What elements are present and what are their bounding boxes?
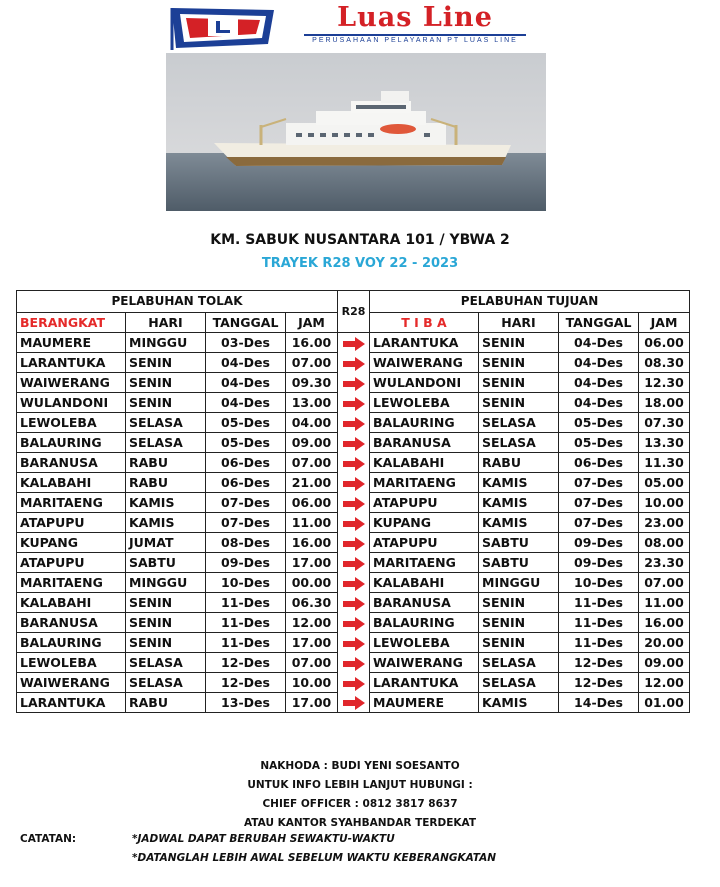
arrive-day-cell: SENIN bbox=[479, 373, 559, 393]
arrive-time-cell: 08.00 bbox=[639, 533, 690, 553]
arrive-time-cell: 12.00 bbox=[639, 673, 690, 693]
depart-time-cell: 12.00 bbox=[286, 613, 338, 633]
port-from-cell: BALAURING bbox=[17, 633, 126, 653]
right-arrow-icon bbox=[343, 417, 365, 431]
port-to-cell: MARITAENG bbox=[370, 473, 479, 493]
depart-time-cell: 16.00 bbox=[286, 533, 338, 553]
depart-day-cell: JUMAT bbox=[126, 533, 206, 553]
brand-block bbox=[300, 2, 530, 44]
col-header-arrive-date: TANGGAL bbox=[559, 313, 639, 333]
right-arrow-icon bbox=[343, 377, 365, 391]
depart-day-cell: SABTU bbox=[126, 553, 206, 573]
depart-date-cell: 03-Des bbox=[206, 333, 286, 353]
depart-time-cell: 10.00 bbox=[286, 673, 338, 693]
arrive-date-cell: 04-Des bbox=[559, 393, 639, 413]
arrive-day-cell: SENIN bbox=[479, 613, 559, 633]
arrive-time-cell: 16.00 bbox=[639, 613, 690, 633]
arrive-day-cell: KAMIS bbox=[479, 473, 559, 493]
port-from-cell: BARANUSA bbox=[17, 453, 126, 473]
arrive-day-cell: SABTU bbox=[479, 553, 559, 573]
port-from-cell: MARITAENG bbox=[17, 493, 126, 513]
arrive-time-cell: 11.00 bbox=[639, 593, 690, 613]
right-arrow-icon bbox=[343, 637, 365, 651]
table-row bbox=[17, 613, 690, 633]
port-from-cell: BARANUSA bbox=[17, 613, 126, 633]
depart-time-cell: 13.00 bbox=[286, 393, 338, 413]
arrive-time-cell: 06.00 bbox=[639, 333, 690, 353]
brand-name: Luas Line bbox=[337, 2, 493, 33]
arrive-day-cell: SELASA bbox=[479, 433, 559, 453]
arrow-cell bbox=[338, 453, 370, 473]
right-arrow-icon bbox=[343, 457, 365, 471]
arrive-date-cell: 09-Des bbox=[559, 553, 639, 573]
depart-date-cell: 05-Des bbox=[206, 433, 286, 453]
depart-time-cell: 17.00 bbox=[286, 693, 338, 713]
col-header-depart-day: HARI bbox=[126, 313, 206, 333]
ship-title: KM. SABUK NUSANTARA 101 / YBWA 2 bbox=[210, 232, 510, 248]
port-from-cell: MAUMERE bbox=[17, 333, 126, 353]
depart-time-cell: 04.00 bbox=[286, 413, 338, 433]
arrow-cell bbox=[338, 353, 370, 373]
depart-date-cell: 04-Des bbox=[206, 393, 286, 413]
depart-time-cell: 17.00 bbox=[286, 553, 338, 573]
col-header-berangkat: BERANGKAT bbox=[17, 313, 126, 333]
route-title: TRAYEK R28 VOY 22 - 2023 bbox=[261, 256, 459, 271]
port-from-cell: ATAPUPU bbox=[17, 513, 126, 533]
depart-day-cell: SENIN bbox=[126, 353, 206, 373]
right-arrow-icon bbox=[343, 497, 365, 511]
arrow-cell bbox=[338, 533, 370, 553]
arrow-cell bbox=[338, 373, 370, 393]
depart-day-cell: SELASA bbox=[126, 673, 206, 693]
arrive-date-cell: 11-Des bbox=[559, 613, 639, 633]
port-to-cell: LARANTUKA bbox=[370, 673, 479, 693]
arrive-time-cell: 10.00 bbox=[639, 493, 690, 513]
arrive-time-cell: 18.00 bbox=[639, 393, 690, 413]
depart-time-cell: 00.00 bbox=[286, 573, 338, 593]
depart-day-cell: SELASA bbox=[126, 413, 206, 433]
depart-time-cell: 07.00 bbox=[286, 353, 338, 373]
depart-date-cell: 11-Des bbox=[206, 593, 286, 613]
right-arrow-icon bbox=[343, 677, 365, 691]
depart-date-cell: 04-Des bbox=[206, 373, 286, 393]
right-arrow-icon bbox=[343, 597, 365, 611]
depart-day-cell: KAMIS bbox=[126, 493, 206, 513]
depart-day-cell: SENIN bbox=[126, 633, 206, 653]
col-header-depart-time: JAM bbox=[286, 313, 338, 333]
depart-date-cell: 06-Des bbox=[206, 473, 286, 493]
arrow-cell bbox=[338, 413, 370, 433]
schedule-table bbox=[16, 290, 690, 713]
depart-date-cell: 12-Des bbox=[206, 653, 286, 673]
port-to-cell: LARANTUKA bbox=[370, 333, 479, 353]
arrow-cell bbox=[338, 673, 370, 693]
table-group-header-row bbox=[17, 291, 690, 313]
depart-day-cell: SENIN bbox=[126, 593, 206, 613]
captain-text: NAKHODA : BUDI YENI SOESANTO bbox=[260, 760, 460, 772]
table-row bbox=[17, 673, 690, 693]
table-row bbox=[17, 473, 690, 493]
port-from-cell: KALABAHI bbox=[17, 473, 126, 493]
arrive-day-cell: RABU bbox=[479, 453, 559, 473]
port-to-cell: WULANDONI bbox=[370, 373, 479, 393]
arrive-time-cell: 01.00 bbox=[639, 693, 690, 713]
depart-day-cell: SELASA bbox=[126, 433, 206, 453]
port-from-cell: WAIWERANG bbox=[17, 673, 126, 693]
arrive-time-cell: 13.30 bbox=[639, 433, 690, 453]
arrive-date-cell: 04-Des bbox=[559, 373, 639, 393]
arrow-cell bbox=[338, 393, 370, 413]
arrive-date-cell: 14-Des bbox=[559, 693, 639, 713]
port-to-cell: BARANUSA bbox=[370, 593, 479, 613]
port-from-cell: ATAPUPU bbox=[17, 553, 126, 573]
arrive-day-cell: SENIN bbox=[479, 333, 559, 353]
table-row bbox=[17, 553, 690, 573]
port-to-cell: ATAPUPU bbox=[370, 493, 479, 513]
arrow-cell bbox=[338, 613, 370, 633]
table-row bbox=[17, 433, 690, 453]
table-row bbox=[17, 653, 690, 673]
office-text: ATAU KANTOR SYAHBANDAR TERDEKAT bbox=[243, 817, 476, 829]
port-to-cell: BALAURING bbox=[370, 613, 479, 633]
depart-day-cell: MINGGU bbox=[126, 573, 206, 593]
depart-date-cell: 04-Des bbox=[206, 353, 286, 373]
right-arrow-icon bbox=[343, 337, 365, 351]
depart-date-cell: 11-Des bbox=[206, 613, 286, 633]
table-row bbox=[17, 593, 690, 613]
table-row bbox=[17, 693, 690, 713]
arrive-day-cell: SABTU bbox=[479, 533, 559, 553]
arrive-time-cell: 23.30 bbox=[639, 553, 690, 573]
arrive-date-cell: 07-Des bbox=[559, 513, 639, 533]
group-arrive-header: PELABUHAN TUJUAN bbox=[370, 291, 690, 313]
right-arrow-icon bbox=[343, 357, 365, 371]
arrow-cell bbox=[338, 333, 370, 353]
arrive-day-cell: SELASA bbox=[479, 653, 559, 673]
arrive-date-cell: 10-Des bbox=[559, 573, 639, 593]
port-from-cell: KUPANG bbox=[17, 533, 126, 553]
arrive-date-cell: 06-Des bbox=[559, 453, 639, 473]
col-header-depart-date: TANGGAL bbox=[206, 313, 286, 333]
arrive-day-cell: SELASA bbox=[479, 413, 559, 433]
right-arrow-icon bbox=[343, 617, 365, 631]
arrive-date-cell: 05-Des bbox=[559, 433, 639, 453]
depart-date-cell: 10-Des bbox=[206, 573, 286, 593]
table-row bbox=[17, 493, 690, 513]
depart-time-cell: 16.00 bbox=[286, 333, 338, 353]
depart-day-cell: RABU bbox=[126, 693, 206, 713]
port-from-cell: LEWOLEBA bbox=[17, 413, 126, 433]
depart-time-cell: 09.00 bbox=[286, 433, 338, 453]
table-row bbox=[17, 633, 690, 653]
depart-day-cell: KAMIS bbox=[126, 513, 206, 533]
port-from-cell: BALAURING bbox=[17, 433, 126, 453]
port-from-cell: MARITAENG bbox=[17, 573, 126, 593]
arrive-time-cell: 20.00 bbox=[639, 633, 690, 653]
port-from-cell: LARANTUKA bbox=[17, 693, 126, 713]
port-from-cell: WAIWERANG bbox=[17, 373, 126, 393]
right-arrow-icon bbox=[343, 557, 365, 571]
port-to-cell: WAIWERANG bbox=[370, 653, 479, 673]
right-arrow-icon bbox=[343, 657, 365, 671]
arrive-date-cell: 11-Des bbox=[559, 593, 639, 613]
arrive-date-cell: 04-Des bbox=[559, 353, 639, 373]
port-to-cell: MARITAENG bbox=[370, 553, 479, 573]
arrow-cell bbox=[338, 433, 370, 453]
right-arrow-icon bbox=[343, 577, 365, 591]
arrive-time-cell: 12.30 bbox=[639, 373, 690, 393]
port-from-cell: LARANTUKA bbox=[17, 353, 126, 373]
depart-date-cell: 11-Des bbox=[206, 633, 286, 653]
col-header-arrive-time: JAM bbox=[639, 313, 690, 333]
port-to-cell: MAUMERE bbox=[370, 693, 479, 713]
depart-time-cell: 17.00 bbox=[286, 633, 338, 653]
depart-day-cell: SENIN bbox=[126, 393, 206, 413]
note-item: *JADWAL DAPAT BERUBAH SEWAKTU-WAKTU bbox=[132, 833, 395, 845]
arrow-cell bbox=[338, 693, 370, 713]
depart-time-cell: 06.30 bbox=[286, 593, 338, 613]
depart-date-cell: 12-Des bbox=[206, 673, 286, 693]
arrow-cell bbox=[338, 473, 370, 493]
right-arrow-icon bbox=[343, 397, 365, 411]
arrive-day-cell: SENIN bbox=[479, 393, 559, 413]
depart-day-cell: MINGGU bbox=[126, 333, 206, 353]
port-to-cell: BALAURING bbox=[370, 413, 479, 433]
table-row bbox=[17, 513, 690, 533]
arrive-time-cell: 09.00 bbox=[639, 653, 690, 673]
arrive-time-cell: 07.00 bbox=[639, 573, 690, 593]
arrive-date-cell: 12-Des bbox=[559, 673, 639, 693]
port-from-cell: WULANDONI bbox=[17, 393, 126, 413]
depart-time-cell: 07.00 bbox=[286, 653, 338, 673]
arrive-day-cell: KAMIS bbox=[479, 493, 559, 513]
port-to-cell: WAIWERANG bbox=[370, 353, 479, 373]
ship-photo bbox=[166, 53, 546, 211]
arrow-cell bbox=[338, 653, 370, 673]
depart-time-cell: 06.00 bbox=[286, 493, 338, 513]
arrive-date-cell: 07-Des bbox=[559, 493, 639, 513]
table-row bbox=[17, 353, 690, 373]
note-item: *DATANGLAH LEBIH AWAL SEBELUM WAKTU KEBERANGKATAN bbox=[132, 852, 497, 864]
port-to-cell: KALABAHI bbox=[370, 453, 479, 473]
arrive-time-cell: 05.00 bbox=[639, 473, 690, 493]
arrow-cell bbox=[338, 553, 370, 573]
table-row bbox=[17, 573, 690, 593]
group-depart-header: PELABUHAN TOLAK bbox=[17, 291, 338, 313]
depart-date-cell: 06-Des bbox=[206, 453, 286, 473]
table-row bbox=[17, 373, 690, 393]
arrow-cell bbox=[338, 593, 370, 613]
notes-label: CATATAN: bbox=[20, 833, 77, 845]
col-header-tiba: T I B A bbox=[370, 313, 479, 333]
right-arrow-icon bbox=[343, 537, 365, 551]
port-to-cell: LEWOLEBA bbox=[370, 393, 479, 413]
arrive-time-cell: 08.30 bbox=[639, 353, 690, 373]
right-arrow-icon bbox=[343, 437, 365, 451]
brand-subtitle: PERUSAHAAN PELAYARAN PT LUAS LINE bbox=[304, 34, 526, 44]
luas-line-flag-logo bbox=[170, 4, 276, 50]
route-code-cell: R28 bbox=[338, 291, 370, 333]
depart-date-cell: 08-Des bbox=[206, 533, 286, 553]
col-header-arrive-day: HARI bbox=[479, 313, 559, 333]
depart-time-cell: 21.00 bbox=[286, 473, 338, 493]
info-text: UNTUK INFO LEBIH LANJUT HUBUNGI : bbox=[247, 779, 473, 791]
arrive-date-cell: 07-Des bbox=[559, 473, 639, 493]
depart-day-cell: RABU bbox=[126, 453, 206, 473]
table-row bbox=[17, 333, 690, 353]
arrive-date-cell: 12-Des bbox=[559, 653, 639, 673]
right-arrow-icon bbox=[343, 517, 365, 531]
port-to-cell: KALABAHI bbox=[370, 573, 479, 593]
depart-date-cell: 09-Des bbox=[206, 553, 286, 573]
depart-day-cell: RABU bbox=[126, 473, 206, 493]
arrive-day-cell: MINGGU bbox=[479, 573, 559, 593]
port-to-cell: LEWOLEBA bbox=[370, 633, 479, 653]
depart-time-cell: 11.00 bbox=[286, 513, 338, 533]
port-to-cell: KUPANG bbox=[370, 513, 479, 533]
arrive-time-cell: 11.30 bbox=[639, 453, 690, 473]
depart-date-cell: 13-Des bbox=[206, 693, 286, 713]
arrive-date-cell: 04-Des bbox=[559, 333, 639, 353]
depart-time-cell: 09.30 bbox=[286, 373, 338, 393]
port-from-cell: LEWOLEBA bbox=[17, 653, 126, 673]
arrow-cell bbox=[338, 513, 370, 533]
depart-day-cell: SENIN bbox=[126, 613, 206, 633]
arrive-day-cell: KAMIS bbox=[479, 693, 559, 713]
table-row bbox=[17, 533, 690, 553]
arrive-day-cell: SENIN bbox=[479, 353, 559, 373]
chief-officer-text: CHIEF OFFICER : 0812 3817 8637 bbox=[262, 798, 458, 810]
arrive-date-cell: 05-Des bbox=[559, 413, 639, 433]
depart-date-cell: 07-Des bbox=[206, 513, 286, 533]
arrive-time-cell: 07.30 bbox=[639, 413, 690, 433]
depart-date-cell: 05-Des bbox=[206, 413, 286, 433]
depart-time-cell: 07.00 bbox=[286, 453, 338, 473]
arrive-day-cell: SENIN bbox=[479, 593, 559, 613]
depart-day-cell: SENIN bbox=[126, 373, 206, 393]
arrive-date-cell: 09-Des bbox=[559, 533, 639, 553]
arrive-time-cell: 23.00 bbox=[639, 513, 690, 533]
arrow-cell bbox=[338, 573, 370, 593]
arrive-day-cell: KAMIS bbox=[479, 513, 559, 533]
port-from-cell: KALABAHI bbox=[17, 593, 126, 613]
arrive-day-cell: SELASA bbox=[479, 673, 559, 693]
arrive-date-cell: 11-Des bbox=[559, 633, 639, 653]
arrow-cell bbox=[338, 493, 370, 513]
arrow-cell bbox=[338, 633, 370, 653]
arrive-day-cell: SENIN bbox=[479, 633, 559, 653]
depart-date-cell: 07-Des bbox=[206, 493, 286, 513]
port-to-cell: ATAPUPU bbox=[370, 533, 479, 553]
right-arrow-icon bbox=[343, 477, 365, 491]
depart-day-cell: SELASA bbox=[126, 653, 206, 673]
table-row bbox=[17, 393, 690, 413]
table-row bbox=[17, 413, 690, 433]
table-row bbox=[17, 453, 690, 473]
port-to-cell: BARANUSA bbox=[370, 433, 479, 453]
right-arrow-icon bbox=[343, 696, 365, 710]
